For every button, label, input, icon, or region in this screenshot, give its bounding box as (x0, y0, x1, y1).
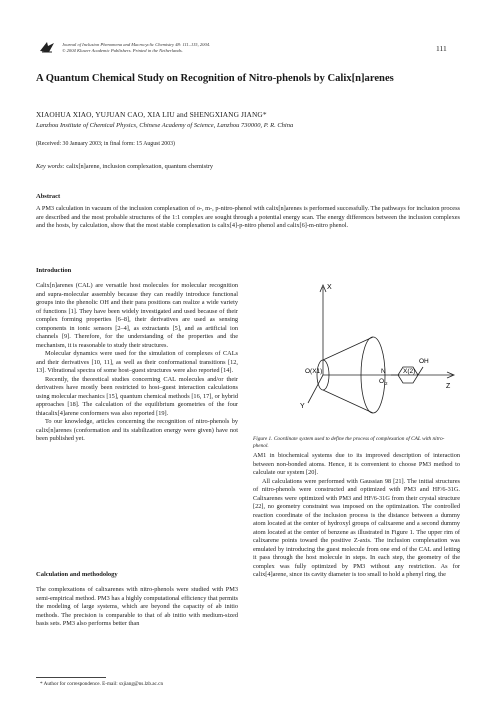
journal-header-line2: © 2004 Kluwer Academic Publishers. Printed in the Netherlands. (62, 48, 183, 53)
right-paragraph-2: All calculations were performed with Gaussian 98 [21]. The initial structures of nitro-phenols were constructed and optimized with PM3 and HF/6-31G. Calixarenes were optimized with PM3 and HF/6-31G from their crystal structure [22], no geometry constraint was imposed on the optimization. The controlled reaction coordinate of the inclusion process is the distance between a dummy atom located at the center of hydroxyl groups of calixarene and a second dummy atom located at the center of benzene as illustrated in Figure 1. The upper rim of calixarene points toward the positive Z-axis. The inclusion complexation was emulated by introducing the guest molecule from one end of the CAL and letting it pass through the host molecule in steps. In each step, the geometry of the complex was fully optimized by PM3 without any restriction. As for calix[4]arene, since its cavity diameter is too small to hold a phenyl ring, the (253, 477, 460, 578)
right-column-body (253, 452, 460, 580)
dummy-atom-2-label: X(2) (403, 368, 416, 375)
calculation-body (36, 586, 238, 629)
intro-paragraph-1: Calix[n]arenes (CAL) are versatile host molecules for molecular recognition and supra-molecular assembly because they can readily introduce functional groups into the phenolic OH and their para positions can realize a wide variety of functions [1]. They have been widely investigated and used because of their complex forming properties [6–8], their derivatives are used as sensing components in ionic sensors [2–4], as extractants [5], and as artificial ion channels [9]. Therefore, for the understanding of the properties and the mechanism, it is reasonable to study their structures. (36, 282, 238, 349)
cone-upper-edge (323, 337, 373, 360)
right-paragraph-1: AM1 in biochemical systems due to its improved description of interaction between non-bonded atoms. Hence, it is convenient to choose PM3 method to calculate our system [20]. (253, 452, 460, 476)
keywords (36, 163, 213, 170)
nitro-oxygen-label: O (379, 378, 385, 385)
z-axis-label: Z (446, 383, 451, 390)
intro-paragraph-4: To our knowledge, articles concerning the recognition of nitro-phenols by calix[n]arenes (conformation and its stabilization energy were given) have not been published yet. (36, 418, 238, 442)
cone-lower-edge (323, 390, 373, 413)
journal-header (62, 42, 210, 54)
keywords-text: calix[n]arene, inclusion complexation, quantum chemistry (66, 163, 214, 170)
hydroxyl-label: OH (419, 358, 429, 365)
keywords-label: Key words: (36, 163, 65, 170)
figure-1-caption: Figure 1. Coordinate system used to define the process of complexation of CAL with nitro-phenol. (253, 436, 445, 449)
page-number: 111 (436, 44, 447, 53)
figure-1-diagram (253, 275, 460, 430)
publisher-logo-icon (38, 40, 56, 54)
calc-paragraph-1: The complexations of calixarenes with nitro-phenols were studied with PM3 semi-empirical method. PM3 has a highly computational efficiency that permits the modeling of large systems, which are beyond the capacity of ab initio methods. The precision is comparable to that of ab initio with medium-sized basis sets. PM3 also performs better than (36, 586, 238, 627)
paper-title: A Quantum Chemical Study on Recognition of Nitro-phenols by Calix[n]arenes (36, 73, 394, 84)
x-axis-label: X (327, 284, 332, 291)
correspondence-footnote: * Author for correspondence. E-mail: sxjiang@ns.lzb.ac.cn (40, 681, 164, 687)
nitrogen-label: N (381, 368, 386, 375)
footnote-rule (36, 677, 106, 678)
abstract-paragraph: A PM3 calculation in vacuum of the inclusion complexation of o-, m-, p-nitro-phenol with calix[n]arenes is performed successfully. The pathways for inclusion process are described and the most probable structures of the 1:1 complex are sought through a potential energy scan. The energy differences between the inclusion complexes and the hosts, by calculation, show that the most stable complexation is calix[4]-p-nitro phenol and calix[6]-m-nitro phenol. (36, 205, 460, 229)
received-dates: (Received: 30 January 2003; in final form: 15 August 2003) (36, 141, 175, 147)
journal-header-line1: Journal of Inclusion Phenomena and Macrocyclic Chemistry 48: 111–115, 2004. (62, 42, 211, 47)
calculation-heading: Calculation and methodology (36, 571, 118, 578)
oh-bond (418, 367, 423, 375)
y-axis-label: Y (300, 403, 305, 410)
abstract-heading: Abstract (36, 193, 61, 200)
intro-paragraph-3: Recently, the theoretical studies concerning CAL molecules and/or their derivatives have mostly been restricted to host–guest interaction calculations using molecular mechanics [15], quantum chemical methods [16, 17], or hybrid approaches [18]. The calculation of the equilibrium geometries of the four thiacalix[4]arene conformers was also reported [19]. (36, 375, 238, 417)
introduction-heading: Introduction (36, 267, 72, 274)
introduction-body (36, 282, 238, 444)
abstract-text (36, 205, 460, 231)
affiliation: Lanzhou Institute of Chemical Physics, Chinese Academy of Science, Lanzhou 730000, P. R. China (36, 122, 294, 129)
author-list: XIAOHUA XIAO, YUJUAN CAO, XIA LIU and SHENGXIANG JIANG* (36, 110, 267, 119)
origin-label: O(X1) (305, 368, 323, 375)
intro-paragraph-2: Molecular dynamics were used for the simulation of complexes of CALs and their derivatives [10, 11], as well as their conformational transitions [12, 13]. Vibrational spectra of some host–guest structures were also reported [14]. (36, 350, 238, 374)
nitro-oxygen-subscript: 2 (385, 381, 388, 386)
